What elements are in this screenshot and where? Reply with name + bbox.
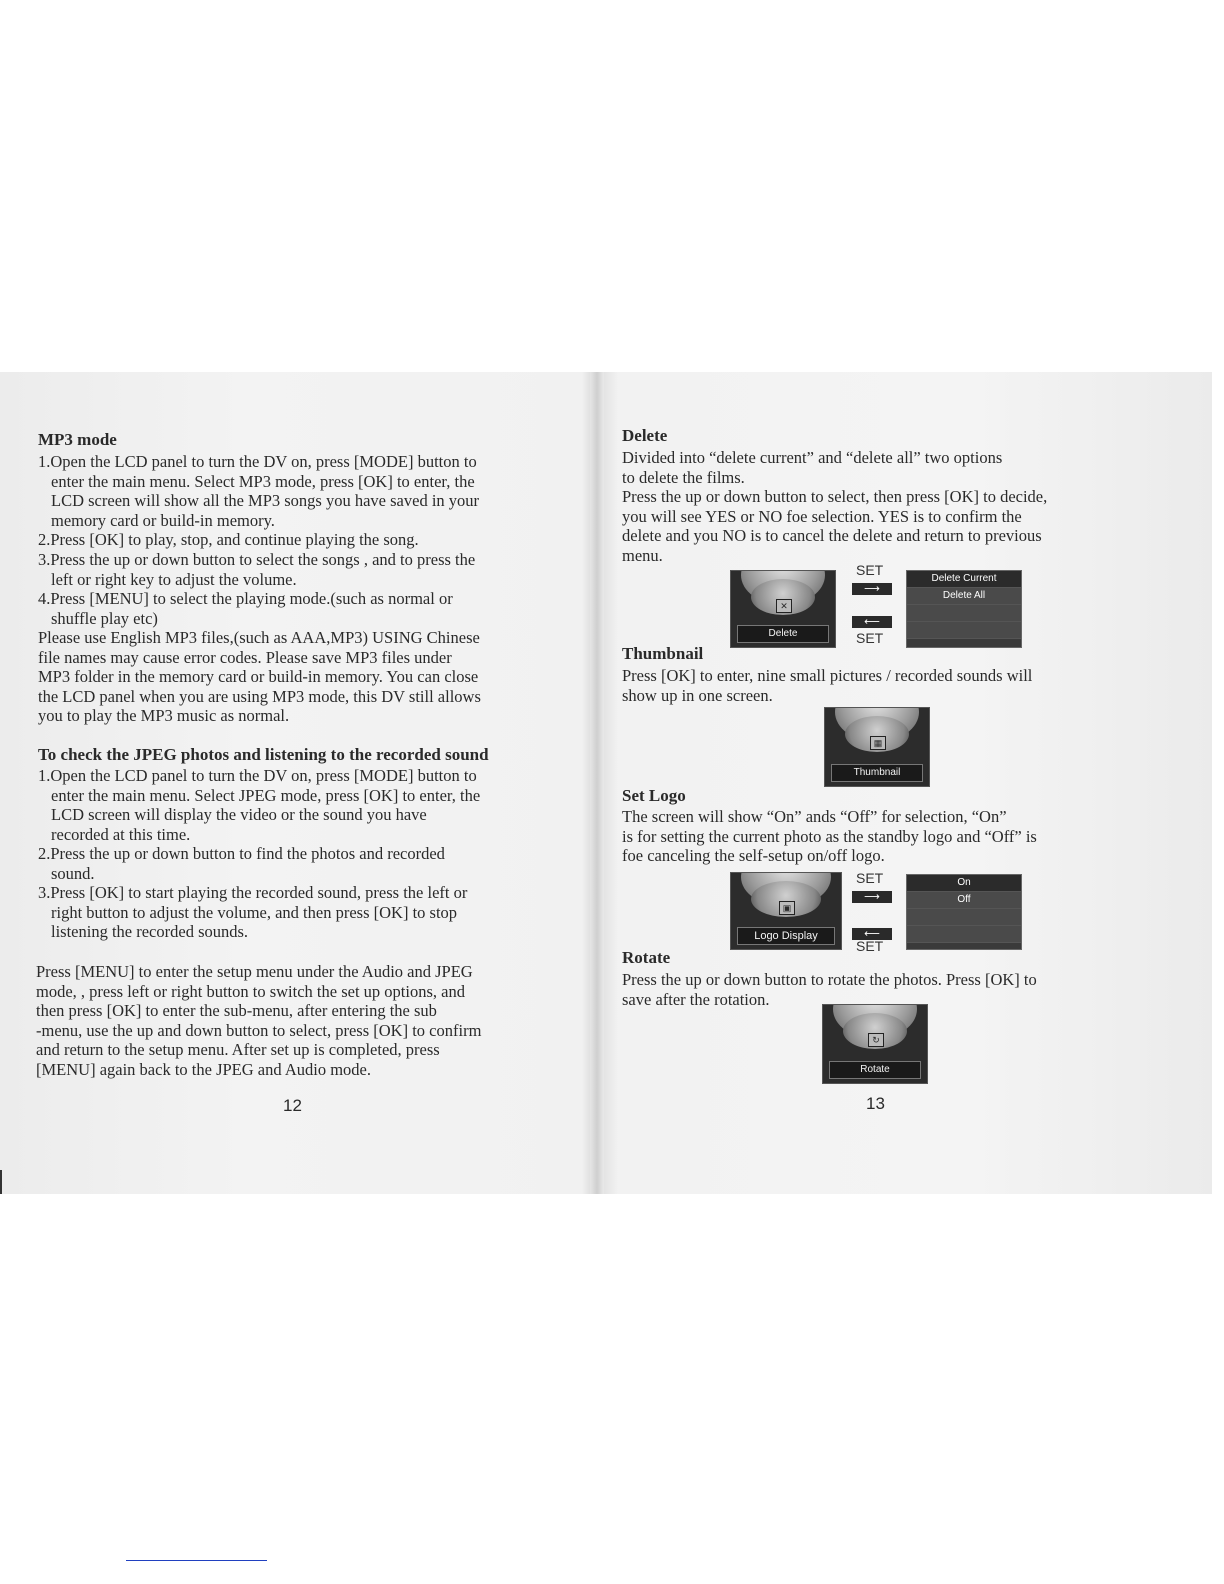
arrow-right-icon: ⟶ bbox=[852, 583, 892, 595]
thumbnail-text bbox=[622, 666, 1032, 705]
logo-options-menu bbox=[906, 874, 1022, 950]
text-line: Divided into “delete current” and “delete all” two options bbox=[622, 448, 1003, 467]
empty-option bbox=[907, 926, 1021, 943]
delete-text bbox=[622, 448, 1047, 566]
text-line: [MENU] again back to the JPEG and Audio mode. bbox=[36, 1059, 371, 1079]
empty-option bbox=[907, 622, 1021, 639]
scanned-spread bbox=[0, 372, 1212, 1194]
text-line: save after the rotation. bbox=[622, 989, 770, 1009]
scan-edge-mark bbox=[0, 1170, 2, 1194]
setlogo-text bbox=[622, 807, 1037, 866]
rotate-title: Rotate bbox=[622, 948, 671, 967]
underline-mark bbox=[126, 1560, 267, 1561]
text-line: 2.Press [OK] to play, stop, and continue playing the song. bbox=[38, 530, 419, 549]
text-line: sound. bbox=[51, 863, 95, 883]
text-line: to delete the films. bbox=[622, 467, 745, 487]
text-line: enter the main menu. Select JPEG mode, press [OK] to enter, the bbox=[51, 785, 481, 805]
mp3-note bbox=[38, 628, 481, 726]
logo-screen bbox=[730, 872, 842, 950]
text-line: then press [OK] to enter the sub-menu, after entering the sub bbox=[36, 1001, 437, 1021]
text-line: LCD screen will display the video or the sound you have bbox=[51, 805, 427, 825]
text-line: show up in one screen. bbox=[622, 685, 773, 705]
text-line: listening the recorded sounds. bbox=[51, 922, 249, 942]
delete-screen-label: Delete bbox=[737, 625, 829, 643]
jpeg-step2 bbox=[38, 844, 445, 883]
text-line: LCD screen will show all the MP3 songs you have saved in your bbox=[51, 491, 480, 511]
thumbnail-title: Thumbnail bbox=[622, 644, 704, 663]
text-line: file names may cause error codes. Please save MP3 files under bbox=[38, 647, 452, 667]
mp3-step2 bbox=[38, 530, 419, 550]
text-line: and return to the setup menu. After set up is completed, press bbox=[36, 1040, 440, 1060]
rotate-screen bbox=[822, 1004, 928, 1084]
text-line: Press [OK] to enter, nine small pictures / recorded sounds will bbox=[622, 666, 1033, 685]
logo-screen-label: Logo Display bbox=[737, 927, 835, 945]
text-line: you to play the MP3 music as normal. bbox=[38, 706, 290, 726]
text-line: recorded at this time. bbox=[51, 824, 191, 844]
text-line: right button to adjust the volume, and then press [OK] to stop bbox=[51, 902, 458, 922]
logo-off-option: Off bbox=[907, 892, 1021, 909]
mp3-step1 bbox=[38, 452, 479, 530]
text-line: memory card or build-in memory. bbox=[51, 510, 275, 530]
thumbnail-grid-icon: ▦ bbox=[870, 736, 886, 750]
setlogo-title: Set Logo bbox=[622, 786, 686, 805]
text-line: -menu, use the up and down button to select, press [OK] to confirm bbox=[36, 1020, 482, 1040]
text-line: 1.Open the LCD panel to turn the DV on, press [MODE] button to bbox=[38, 452, 477, 471]
text-line: The screen will show “On” ands “Off” for selection, “On” bbox=[622, 807, 1007, 826]
text-line: 3.Press [OK] to start playing the recorded sound, press the left or bbox=[38, 883, 468, 902]
text-line: 1.Open the LCD panel to turn the DV on, press [MODE] button to bbox=[38, 766, 477, 785]
delete-title: Delete bbox=[622, 426, 668, 445]
text-line: 3.Press the up or down button to select the songs , and to press the bbox=[38, 550, 476, 569]
empty-option bbox=[907, 605, 1021, 622]
text-line: enter the main menu. Select MP3 mode, press [OK] to enter, the bbox=[51, 471, 475, 491]
jpeg-step1 bbox=[38, 766, 480, 844]
text-line: the LCD panel when you are using MP3 mode, this DV still allows bbox=[38, 686, 481, 706]
text-line: menu. bbox=[622, 545, 663, 565]
text-line: MP3 folder in the memory card or build-in memory. You can close bbox=[38, 667, 479, 687]
page-left bbox=[0, 372, 596, 1194]
set-label-bottom: SET bbox=[856, 630, 884, 646]
text-line: 4.Press [MENU] to select the playing mode.(such as normal or bbox=[38, 589, 453, 608]
logo-on-option: On bbox=[907, 875, 1021, 892]
delete-options-menu bbox=[906, 570, 1022, 648]
text-line: Press the up or down button to rotate the photos. Press [OK] to bbox=[622, 970, 1037, 989]
rotate-screen-label: Rotate bbox=[829, 1061, 921, 1079]
text-line: left or right key to adjust the volume. bbox=[51, 569, 297, 589]
arrow-right-icon: ⟶ bbox=[852, 891, 892, 903]
arrow-left-icon: ⟵ bbox=[852, 616, 892, 628]
rotate-icon: ↻ bbox=[868, 1033, 884, 1047]
mp3-step3 bbox=[38, 550, 475, 589]
delete-all-option: Delete All bbox=[907, 588, 1021, 605]
text-line: delete and you NO is to cancel the delete and return to previous bbox=[622, 526, 1042, 546]
jpeg-title: To check the JPEG photos and listening to the recorded sound bbox=[38, 745, 489, 764]
text-line: shuffle play etc) bbox=[51, 608, 158, 628]
set-label-bottom: SET bbox=[856, 938, 884, 954]
mp3-title: MP3 mode bbox=[38, 430, 117, 449]
text-line: Press the up or down button to select, then press [OK] to decide, bbox=[622, 487, 1048, 507]
jpeg-step3 bbox=[38, 883, 467, 942]
arrow-left-icon: ⟵ bbox=[852, 928, 892, 940]
logo-icon: ▣ bbox=[779, 901, 795, 915]
set-label-top: SET bbox=[856, 870, 884, 886]
delete-screen bbox=[730, 570, 836, 648]
thumbnail-screen bbox=[824, 707, 930, 787]
page-number-left: 12 bbox=[283, 1096, 302, 1115]
text-line: mode, , press left or right button to switch the set up options, and bbox=[36, 981, 465, 1001]
page-number-right: 13 bbox=[866, 1094, 885, 1113]
empty-option bbox=[907, 909, 1021, 926]
text-line: foe canceling the self-setup on/off logo. bbox=[622, 846, 885, 866]
page-right bbox=[600, 372, 1212, 1194]
text-line: is for setting the current photo as the standby logo and “Off” is bbox=[622, 826, 1037, 846]
menu-paragraph bbox=[36, 962, 481, 1080]
text-line: Press [MENU] to enter the setup menu under the Audio and JPEG bbox=[36, 962, 473, 981]
thumbnail-screen-label: Thumbnail bbox=[831, 764, 923, 782]
delete-x-icon: ✕ bbox=[776, 599, 792, 613]
delete-current-option: Delete Current bbox=[907, 571, 1021, 588]
text-line: Please use English MP3 files,(such as AAA,MP3) USING Chinese bbox=[38, 628, 480, 647]
set-label-top: SET bbox=[856, 562, 884, 578]
text-line: you will see YES or NO foe selection. YES is to confirm the bbox=[622, 506, 1022, 526]
mp3-step4 bbox=[38, 589, 453, 628]
text-line: 2.Press the up or down button to find the photos and recorded bbox=[38, 844, 445, 863]
